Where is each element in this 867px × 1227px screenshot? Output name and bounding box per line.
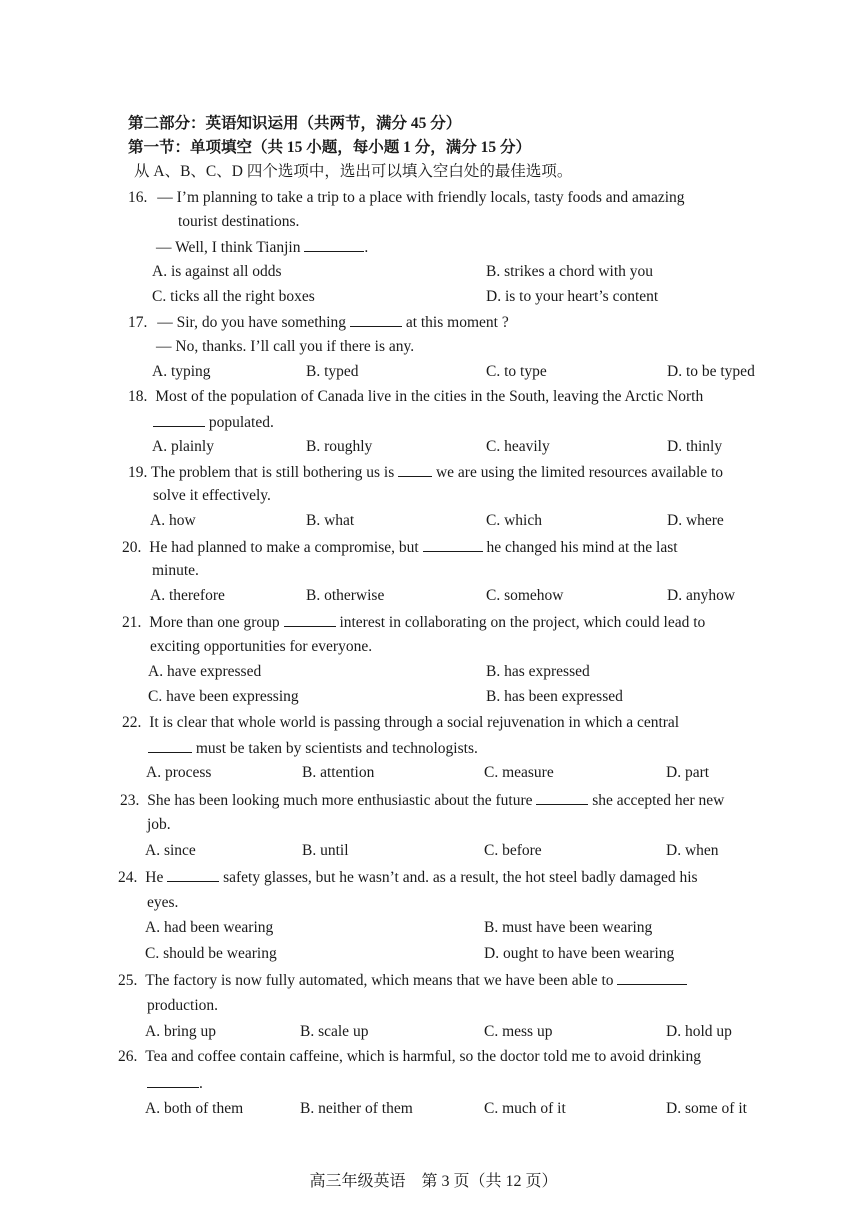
option-d[interactable]: D. part [666, 764, 710, 781]
instruction: 从 A、B、C、D 四个选项中，选出可以填入空白处的最佳选项。 [134, 163, 573, 180]
option-d[interactable]: B. has been expressed [486, 688, 623, 705]
option-a[interactable]: A. since [145, 842, 196, 859]
question-text-tail: . [364, 239, 369, 256]
question-text-part: More than one group [149, 614, 280, 631]
question-text: — No, thanks. I’ll call you if there is any. [156, 338, 415, 355]
option-b[interactable]: B. otherwise [306, 587, 385, 604]
question-text-part: we are using the limited resources available to [435, 464, 724, 481]
question-text: Most of the population of Canada live in the cities in the South, leaving the Arctic North [155, 388, 704, 405]
question-text-part: — Sir, do you have something [157, 314, 347, 331]
option-b[interactable]: B. what [306, 512, 355, 529]
question-number: 16. [128, 189, 148, 206]
question-text-part: interest in collaborating on the project, which could lead to [339, 614, 706, 631]
question-text: production. [147, 997, 219, 1014]
answer-blank[interactable] [147, 1073, 199, 1088]
question-text-part: The factory is now fully automated, which means that we have been able to [145, 972, 614, 989]
option-c[interactable]: C. before [484, 842, 542, 859]
option-c[interactable]: C. measure [484, 764, 554, 781]
question-number: 22. [122, 714, 142, 731]
question-23 [120, 790, 724, 811]
option-b[interactable]: B. until [302, 842, 349, 859]
question-text-part: He [145, 869, 164, 886]
question-text-part: safety glasses, but he wasn’t and. as a result, the hot steel badly damaged his [223, 869, 698, 886]
section-subtitle: 第一节：单项填空（共 15 小题，每小题 1 分，满分 15 分） [128, 139, 532, 156]
question-number: 18. [128, 388, 148, 405]
question-number: 21. [122, 614, 142, 631]
option-b[interactable]: B. strikes a chord with you [486, 263, 654, 280]
question-19 [128, 462, 723, 483]
option-d[interactable]: D. where [667, 512, 724, 529]
question-text: eyes. [147, 894, 179, 911]
part-title: 第二部分：英语知识运用（共两节，满分 45 分） [128, 115, 462, 132]
question-text: Tea and coffee contain caffeine, which is harmful, so the doctor told me to avoid drinking [145, 1048, 701, 1065]
option-d[interactable]: D. is to your heart’s content [486, 288, 659, 305]
question-text: It is clear that whole world is passing through a social rejuvenation in which a central [149, 714, 680, 731]
option-a[interactable]: A. have expressed [148, 663, 262, 680]
answer-blank[interactable] [284, 612, 336, 627]
question-text-tail: . [199, 1075, 203, 1092]
option-d[interactable]: D. ought to have been wearing [484, 945, 675, 962]
question-text-part: She has been looking much more enthusiastic about the future [147, 792, 533, 809]
answer-blank[interactable] [398, 462, 432, 477]
question-text: — I’m planning to take a trip to a place with friendly locals, tasty foods and amazing [157, 189, 685, 206]
option-a[interactable]: A. is against all odds [152, 263, 282, 280]
option-c[interactable]: C. which [486, 512, 542, 529]
question-text: exciting opportunities for everyone. [150, 638, 373, 655]
question-21 [122, 612, 705, 633]
option-b[interactable]: B. scale up [300, 1023, 369, 1040]
option-a[interactable]: A. plainly [152, 438, 214, 455]
option-c[interactable]: C. somehow [486, 587, 564, 604]
question-number: 23. [120, 792, 140, 809]
question-17 [128, 312, 509, 333]
answer-blank[interactable] [350, 312, 402, 327]
question-text [156, 237, 368, 258]
option-d[interactable]: D. when [666, 842, 719, 859]
question-text [147, 1073, 203, 1094]
option-d[interactable]: D. hold up [666, 1023, 732, 1040]
option-c[interactable]: C. mess up [484, 1023, 553, 1040]
option-c[interactable]: C. to type [486, 363, 547, 380]
option-a[interactable]: A. typing [152, 363, 211, 380]
question-text-part: she accepted her new [592, 792, 725, 809]
question-text: minute. [152, 562, 199, 579]
answer-blank[interactable] [167, 867, 219, 882]
question-24 [118, 867, 698, 888]
option-b[interactable]: B. typed [306, 363, 359, 380]
option-b[interactable]: B. attention [302, 764, 375, 781]
option-a[interactable]: A. how [150, 512, 196, 529]
option-b[interactable]: B. must have been wearing [484, 919, 653, 936]
answer-blank[interactable] [153, 412, 205, 427]
option-c[interactable]: C. heavily [486, 438, 550, 455]
option-a[interactable]: A. both of them [145, 1100, 244, 1117]
question-number: 25. [118, 972, 138, 989]
answer-blank[interactable] [617, 970, 687, 985]
option-d[interactable]: D. anyhow [667, 587, 736, 604]
question-text-part: He had planned to make a compromise, but [149, 539, 419, 556]
option-b[interactable]: B. neither of them [300, 1100, 413, 1117]
question-text-part: The problem that is still bothering us is [150, 464, 395, 481]
option-c[interactable]: C. ticks all the right boxes [152, 288, 315, 305]
question-text-part: he changed his mind at the last [486, 539, 678, 556]
question-number: 20. [122, 539, 142, 556]
question-22 [122, 713, 679, 733]
option-b[interactable]: B. roughly [306, 438, 373, 455]
answer-blank[interactable] [304, 237, 364, 252]
question-text: solve it effectively. [153, 487, 271, 504]
question-number: 26. [118, 1048, 138, 1065]
question-text: tourist destinations. [178, 213, 300, 230]
question-text-part: populated. [208, 414, 274, 431]
question-text [148, 738, 478, 759]
question-number: 24. [118, 869, 138, 886]
question-number: 17. [128, 314, 148, 331]
question-25 [118, 970, 687, 991]
option-d[interactable]: D. to be typed [667, 363, 755, 380]
option-a[interactable]: A. had been wearing [145, 919, 274, 936]
question-text: job. [147, 816, 171, 833]
answer-blank[interactable] [536, 790, 588, 805]
answer-blank[interactable] [423, 537, 483, 552]
option-a[interactable]: A. bring up [145, 1023, 217, 1040]
option-b[interactable]: B. has expressed [486, 663, 590, 680]
question-20 [122, 537, 678, 558]
question-16 [128, 188, 685, 208]
question-text-part: at this moment ? [405, 314, 509, 331]
option-c[interactable]: C. should be wearing [145, 945, 277, 962]
question-26 [118, 1047, 701, 1067]
page-footer: 高三年级英语 第 3 页（共 12 页） [309, 1173, 558, 1190]
option-d[interactable]: D. thinly [667, 438, 723, 455]
option-a[interactable]: A. therefore [150, 587, 225, 604]
question-text-part: — Well, I think Tianjin [156, 239, 301, 256]
question-text [153, 412, 274, 433]
question-text-part: must be taken by scientists and technologists. [195, 740, 478, 757]
option-c[interactable]: C. much of it [484, 1100, 566, 1117]
option-d[interactable]: D. some of it [666, 1100, 747, 1117]
answer-blank[interactable] [148, 738, 192, 753]
option-a[interactable]: A. process [146, 764, 212, 781]
option-c[interactable]: C. have been expressing [148, 688, 299, 705]
question-18 [128, 387, 703, 407]
question-number: 19. [128, 464, 148, 481]
